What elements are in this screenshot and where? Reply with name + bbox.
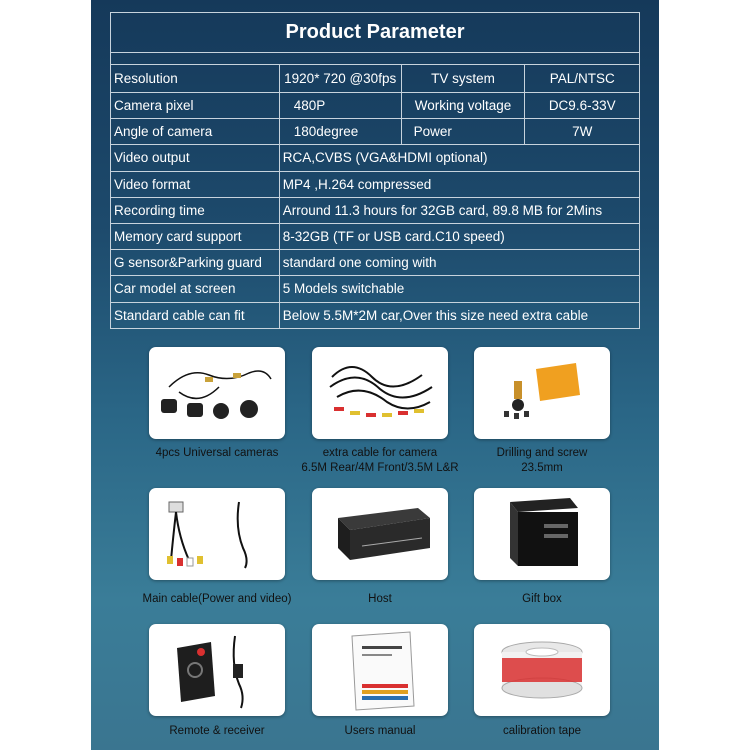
spec-value: RCA,CVBS (VGA&HDMI optional) <box>279 145 639 171</box>
spec-value: PAL/NTSC <box>525 65 640 93</box>
spacer <box>111 53 640 65</box>
spec-label: Camera pixel <box>111 93 280 119</box>
spec-value: 5 Models switchable <box>279 276 639 302</box>
item-card-extra-cable <box>312 347 448 439</box>
item-caption-secondary: 6.5M Rear/4M Front/3.5M L&R <box>301 462 459 474</box>
table-row <box>111 145 640 171</box>
screw-icon <box>474 347 610 439</box>
manual-icon <box>312 624 448 716</box>
item-caption: Remote & receiver <box>169 725 265 737</box>
item-card-main-cable <box>149 488 285 580</box>
spec-value: 480P <box>279 93 401 119</box>
item-card-tape <box>474 624 610 716</box>
table-row <box>111 302 640 328</box>
table-row <box>111 223 640 249</box>
spec-label: TV system <box>401 65 525 93</box>
item-card-cameras <box>149 347 285 439</box>
spec-value: MP4 ,H.264 compressed <box>279 171 639 197</box>
spec-value: Arround 11.3 hours for 32GB card, 89.8 MB for 2Mins <box>279 197 639 223</box>
page-title: Product Parameter <box>111 13 640 53</box>
item-card-drill <box>474 347 610 439</box>
spec-value: 180degree <box>279 119 401 145</box>
table-row <box>111 197 640 223</box>
spec-value: standard one coming with <box>279 250 639 276</box>
spec-label: Resolution <box>111 65 280 93</box>
item-caption: calibration tape <box>503 725 581 737</box>
spec-label: Memory card support <box>111 223 280 249</box>
item-caption: Gift box <box>522 593 562 605</box>
table-row <box>111 250 640 276</box>
item-caption-secondary: 23.5mm <box>521 462 563 474</box>
item-card-remote <box>149 624 285 716</box>
spec-value: 7W <box>525 119 640 145</box>
spec-value: 1920* 720 @30fps <box>279 65 401 93</box>
gift-box-icon <box>474 488 610 580</box>
spec-label: Video format <box>111 171 280 197</box>
main-cable-icon <box>149 488 285 580</box>
table-row <box>111 276 640 302</box>
spec-value: Below 5.5M*2M car,Over this size need extra cable <box>279 302 639 328</box>
item-caption: Drilling and screw <box>496 447 588 459</box>
item-caption: Main cable(Power and video) <box>142 593 292 605</box>
item-caption: 4pcs Universal cameras <box>155 447 279 459</box>
item-caption: extra cable for camera <box>322 447 438 459</box>
item-card-manual <box>312 624 448 716</box>
table-row <box>111 119 640 145</box>
table-row <box>111 93 640 119</box>
item-card-host <box>312 488 448 580</box>
camera-icon <box>149 347 285 439</box>
spec-label: G sensor&Parking guard <box>111 250 280 276</box>
item-card-gift-box <box>474 488 610 580</box>
spec-label: Car model at screen <box>111 276 280 302</box>
spec-label: Recording time <box>111 197 280 223</box>
host-box-icon <box>312 488 448 580</box>
spec-value: DC9.6-33V <box>525 93 640 119</box>
tape-roll-icon <box>474 624 610 716</box>
cable-icon <box>312 347 448 439</box>
spec-label: Working voltage <box>401 93 525 119</box>
spec-value: 8-32GB (TF or USB card.C10 speed) <box>279 223 639 249</box>
table-row <box>111 171 640 197</box>
table-row <box>111 65 640 93</box>
item-caption: Users manual <box>344 725 416 737</box>
spec-label: Angle of camera <box>111 119 280 145</box>
spec-label: Power <box>401 119 525 145</box>
remote-icon <box>149 624 285 716</box>
spec-table <box>110 12 640 329</box>
item-caption: Host <box>368 593 392 605</box>
spec-label: Video output <box>111 145 280 171</box>
spec-label: Standard cable can fit <box>111 302 280 328</box>
